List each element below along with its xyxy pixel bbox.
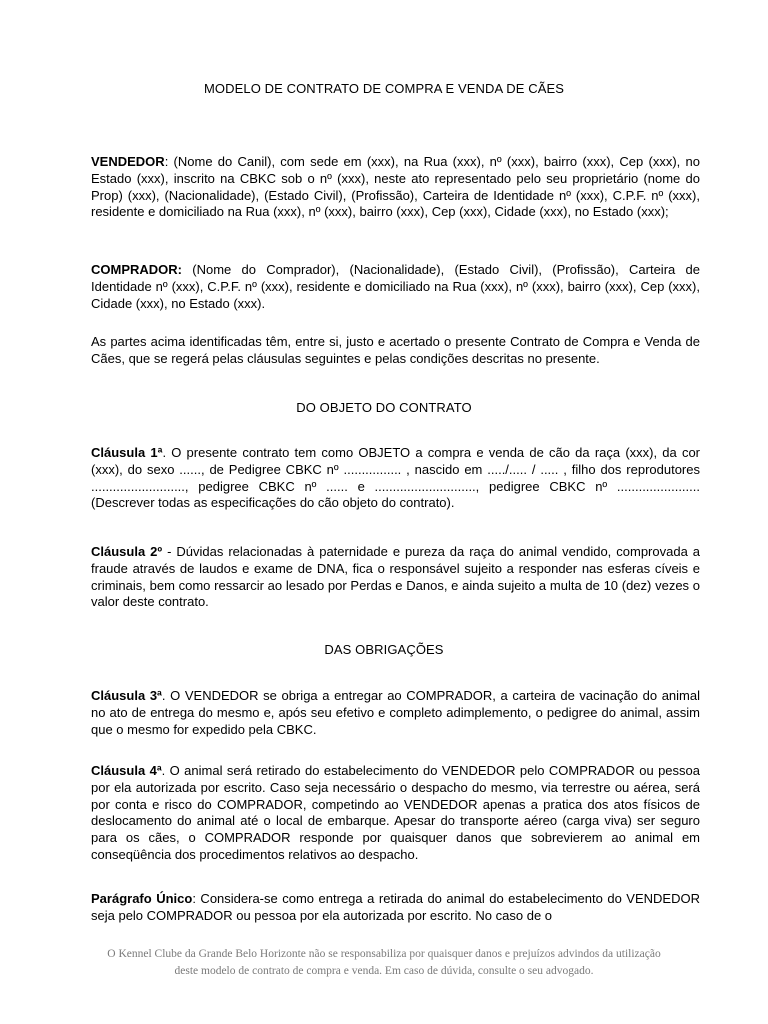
comprador-text: (Nome do Comprador), (Nacionalidade), (Estado Civil), (Profissão), Carteira de Identidade nº (xxx), C.P.F. nº (xxx), residente e domiciliado na Rua (xxx), nº (xxx), bairro (xxx), Cep (xxx), Cidade (xxx), no Estado (xxx). bbox=[91, 262, 700, 311]
clausula-3-label: Cláusula 3ª bbox=[91, 688, 162, 703]
vendedor-paragraph bbox=[91, 154, 700, 221]
section-heading-obrigacoes: DAS OBRIGAÇÕES bbox=[324, 642, 444, 657]
comprador-label: COMPRADOR: bbox=[91, 262, 182, 277]
clausula-4-text: . O animal será retirado do estabelecimento do VENDEDOR pelo COMPRADOR ou pessoa por ela autorizada por escrito. Caso seja necessário o despacho do mesmo, via terrestre ou aérea, será por conta e risco do COMPRADOR, competindo ao VENDEDOR apenas a pratica dos atos físicos de deslocamento do animal até o local de embarque. Apesar do transporte aéreo (carga viva) ser seguro para os cães, o COMPRADOR responde por quaisquer danos que sobrevierem ao animal em conseqüência dos procedimentos relativos ao despacho. bbox=[91, 763, 701, 862]
disclaimer-line-2: deste modelo de contrato de compra e venda. Em caso de dúvida, consulte o seu advogado. bbox=[174, 964, 594, 977]
clausula-1-text: . O presente contrato tem como OBJETO a compra e venda de cão da raça (xxx), da cor (xxx), do sexo ......, de Pedigree CBKC nº ................ , nascido em ...../..... / ..... , filho dos reprodutores .........................., pedigree CBKC nº ...... e ............................, pedigree CBKC nº ....................... (Descrever todas as especificações do cão objeto do contrato). bbox=[91, 445, 701, 511]
clausula-4-paragraph bbox=[91, 763, 700, 864]
clausula-3-paragraph bbox=[91, 688, 700, 738]
paragrafo-unico-text: : Considera-se como entrega a retirada do animal do estabelecimento do VENDEDOR seja pelo COMPRADOR ou pessoa por ela autorizada por escrito. No caso de o bbox=[91, 891, 700, 923]
clausula-1-paragraph bbox=[91, 445, 700, 512]
partes-paragraph: As partes acima identificadas têm, entre si, justo e acertado o presente Contrato de Compra e Venda de Cães, que se regerá pelas cláusulas seguintes e pelas condições descritas no presente. bbox=[91, 334, 700, 366]
section-heading-objeto: DO OBJETO DO CONTRATO bbox=[296, 400, 472, 415]
vendedor-text: : (Nome do Canil), com sede em (xxx), na Rua (xxx), nº (xxx), bairro (xxx), Cep (xxx), no Estado (xxx), inscrito na CBKC sob o nº (xxx), neste ato representado pelo seu proprietário (nome do Prop) (xxx), (Nacionalidade), (Estado Civil), (Profissão), Carteira de Identidade nº (xxx), C.P.F. nº (xxx), residente e domiciliado na Rua (xxx), nº (xxx), bairro (xxx), Cep (xxx), Cidade (xxx), no Estado (xxx); bbox=[91, 154, 700, 220]
clausula-3-text: . O VENDEDOR se obriga a entregar ao COMPRADOR, a carteira de vacinação do animal no ato de entrega do mesmo e, após seu efetivo e completo adimplemento, o pedigree do animal, assim que o mesmo for expedido pela CBKC. bbox=[91, 688, 700, 737]
vendedor-label: VENDEDOR bbox=[91, 154, 165, 169]
paragrafo-unico-label: Parágrafo Único bbox=[91, 891, 193, 906]
comprador-paragraph bbox=[91, 262, 700, 312]
clausula-2-label: Cláusula 2º bbox=[91, 544, 163, 559]
clausula-2-text: - Dúvidas relacionadas à paternidade e pureza da raça do animal vendido, comprovada a fraude através de laudos e exame de DNA, fica o responsável sujeito a responder nas esferas cíveis e criminais, bem como ressarcir ao lesado por Perdas e Danos, e ainda sujeito a multa de 10 (dez) vezes o valor deste contrato. bbox=[91, 544, 700, 610]
clausula-1-label: Cláusula 1ª bbox=[91, 445, 163, 460]
disclaimer-line-1: O Kennel Clube da Grande Belo Horizonte não se responsabiliza por quaisquer danos e prejuízos advindos da utilização bbox=[107, 948, 661, 960]
clausula-4-label: Cláusula 4ª bbox=[91, 763, 162, 778]
document-title: MODELO DE CONTRATO DE COMPRA E VENDA DE CÃES bbox=[203, 81, 565, 96]
paragrafo-unico-paragraph bbox=[91, 891, 700, 925]
clausula-2-paragraph bbox=[91, 544, 700, 611]
disclaimer-footer bbox=[60, 946, 708, 979]
